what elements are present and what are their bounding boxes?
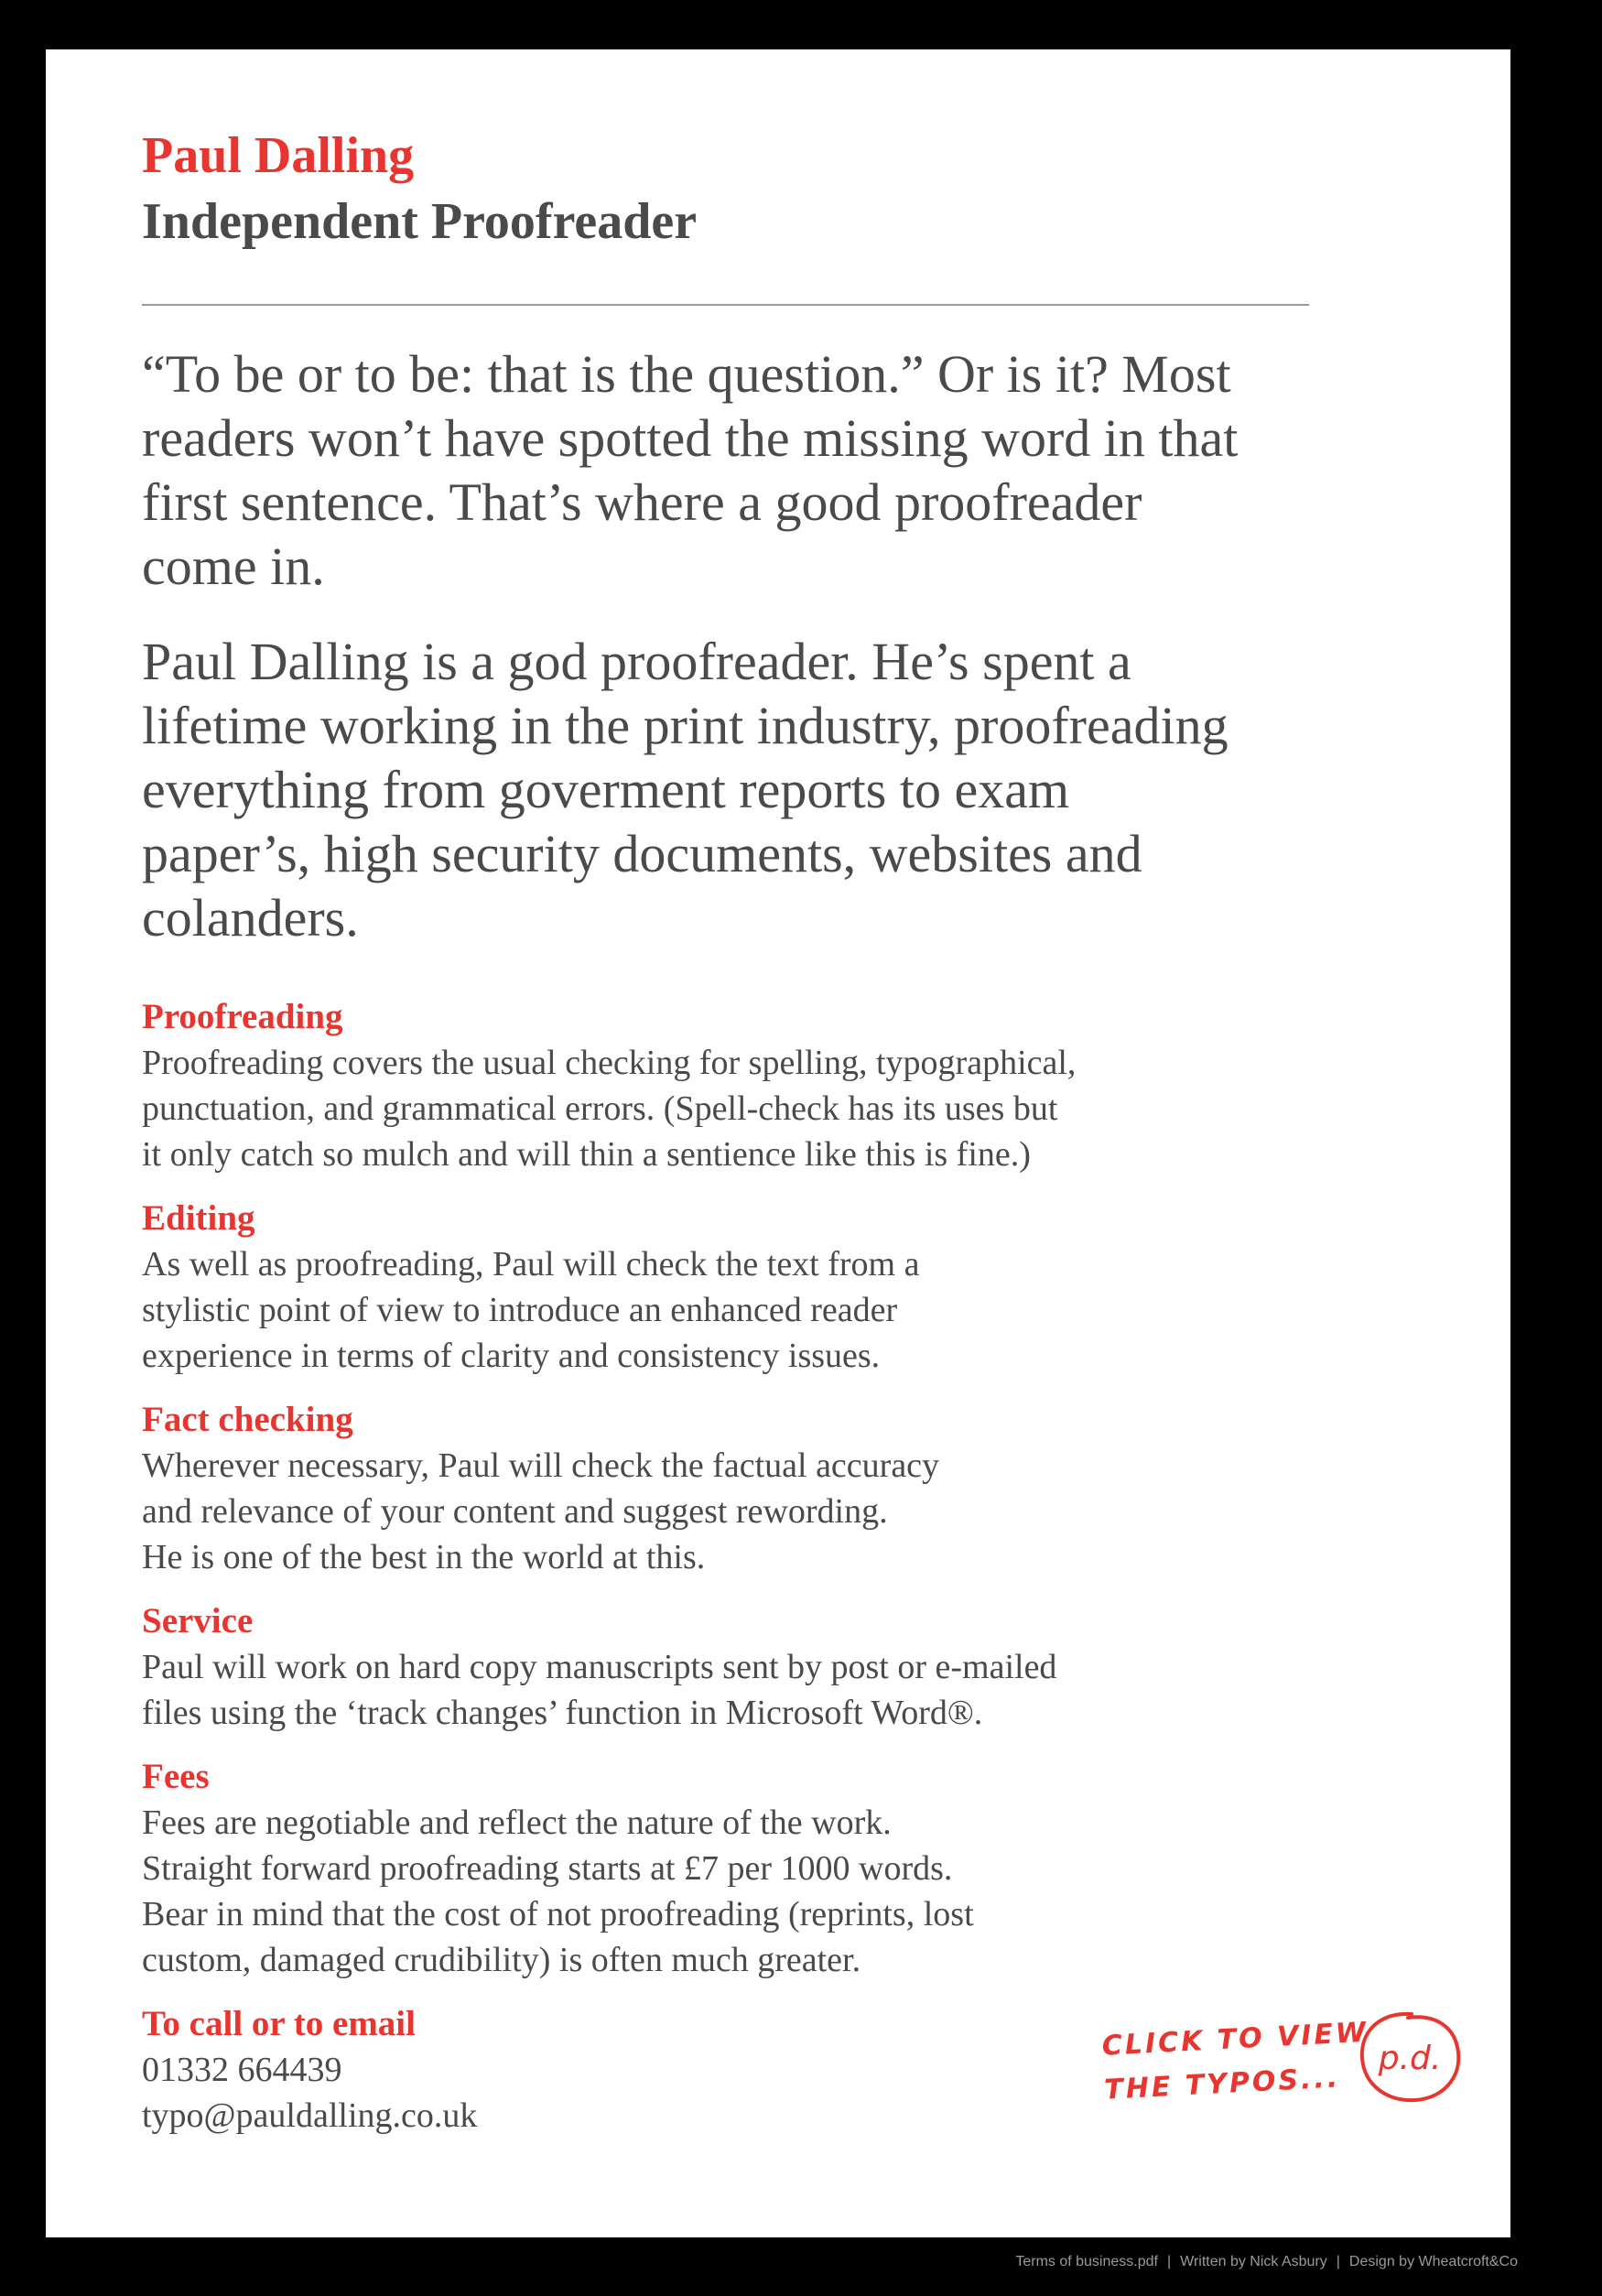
section-line: Bear in mind that the cost of not proofreading (reprints, lost	[142, 1895, 974, 1933]
document-content	[142, 123, 1350, 2157]
section-editing	[142, 1196, 1240, 1379]
section-title: Proofreading	[142, 997, 343, 1036]
section-fees	[142, 1754, 1240, 1983]
section-body	[142, 1241, 1240, 1379]
section-proofreading	[142, 994, 1240, 1177]
section-title: Editing	[142, 1198, 255, 1238]
page-title: Paul Dalling	[142, 127, 415, 184]
intro-paragraph: “To be or to be: that is the question.” Or is it? Most readers won’t have spotted the missing word in that first sentence. That’s where a good proofreader come in.	[142, 344, 1239, 596]
section-line: experience in terms of clarity and consistency issues.	[142, 1337, 881, 1375]
section-body	[142, 2047, 1240, 2139]
phone-number: 01332 664439	[142, 2051, 342, 2089]
document-page	[46, 49, 1510, 2237]
design-credit-link[interactable]: Design by Wheatcroft&Co	[1348, 2254, 1518, 2269]
section-body	[142, 1800, 1240, 1983]
section-body	[142, 1040, 1240, 1177]
footer-separator: |	[1166, 2254, 1172, 2269]
section-line: He is one of the best in the world at this.	[142, 1538, 706, 1576]
email-link[interactable]: typo@pauldalling.co.uk	[142, 2096, 478, 2135]
footer-separator: |	[1336, 2254, 1340, 2269]
section-title: To call or to email	[142, 2004, 416, 2043]
section-title: Fact checking	[142, 1400, 353, 1439]
section-title: Service	[142, 1601, 254, 1641]
divider	[142, 304, 1309, 306]
section-contact	[142, 2001, 1240, 2139]
section-line: Wherever necessary, Paul will check the factual accuracy	[142, 1446, 940, 1485]
view-typos-line: CLICK TO VIEW	[1101, 2016, 1369, 2063]
section-line: Straight forward proofreading starts at £7 per 1000 words.	[142, 1849, 953, 1888]
section-body	[142, 1644, 1240, 1736]
section-line: stylistic point of view to introduce an enhanced reader	[142, 1291, 898, 1329]
pd-logo-text: p.d.	[1378, 2040, 1442, 2077]
section-line: Paul will work on hard copy manuscripts sent by post or e-mailed	[142, 1648, 1057, 1686]
view-typos-line: THE TYPOS...	[1103, 2062, 1341, 2106]
section-line: it only catch so mulch and will thin a sentience like this is fine.)	[142, 1135, 1031, 1174]
section-line: As well as proofreading, Paul will check the text from a	[142, 1245, 920, 1283]
section-line: custom, damaged crudibility) is often much greater.	[142, 1941, 861, 1979]
writer-credit: Written by Nick Asbury	[1180, 2254, 1327, 2269]
terms-link[interactable]: Terms of business.pdf	[1015, 2254, 1158, 2269]
section-body	[142, 1443, 1240, 1580]
page-subtitle: Independent Proofreader	[142, 193, 698, 250]
footer	[0, 2254, 1518, 2270]
section-line: and relevance of your content and suggest rewording.	[142, 1492, 888, 1531]
section-service	[142, 1598, 1240, 1736]
section-fact-checking	[142, 1397, 1240, 1580]
pd-logo-icon[interactable]	[1355, 2009, 1465, 2106]
section-title: Fees	[142, 1757, 210, 1796]
section-line: Fees are negotiable and reflect the nature of the work.	[142, 1803, 892, 1842]
view-typos-link[interactable]	[1101, 2010, 1380, 2113]
section-line: punctuation, and grammatical errors. (Spell-check has its uses but	[142, 1089, 1058, 1128]
section-line: Proofreading covers the usual checking for spelling, typographical,	[142, 1044, 1077, 1082]
section-line: files using the ‘track changes’ function in Microsoft Word®.	[142, 1694, 983, 1732]
intro-paragraph: Paul Dalling is a god proofreader. He’s spent a lifetime working in the print industry, proofreading everything from goverment reports to exam paper’s, high security documents, websites and colanders.	[142, 632, 1229, 948]
